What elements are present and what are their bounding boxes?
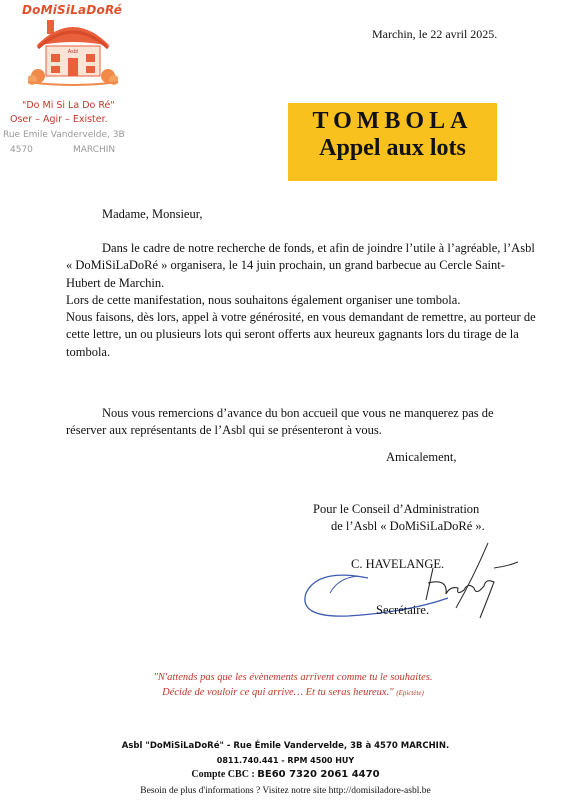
- banner-subtitle: Appel aux lots: [319, 135, 466, 161]
- quote: [148, 670, 438, 701]
- signature-line-2: de l’Asbl « DoMiSiLaDoRé ».: [331, 519, 485, 533]
- banner-title: TOMBOLA: [312, 108, 473, 134]
- paragraph-line: Dans le cadre de notre recherche de fonds, et afin de joindre l’utile à l’agréable, l’Asbl « DoMiSiLaDoRé » organisera, le 14 juin prochain, un grand barbecue au Cercle Saint-Hubert de Marchin.: [66, 241, 535, 290]
- logo-house-label: Asbl: [67, 49, 79, 55]
- org-street: Rue Emile Vandervelde, 3B: [3, 130, 125, 140]
- quote-author: (Epictète): [396, 689, 424, 697]
- footer-info: Besoin de plus d'informations ? Visitez notre site http://domisiladore-asbl.be: [140, 786, 431, 796]
- body-paragraph-1: [66, 240, 536, 361]
- salutation: Madame, Monsieur,: [102, 207, 203, 221]
- quote-text: "N'attends pas que les évènements arrivent comme tu le souhaites. Décide de vouloir ce qui arrive… Et tu seras heureux.": [153, 672, 433, 698]
- signatory-role: Secrétaire.: [376, 603, 430, 617]
- org-motto: Oser – Agir – Exister.: [10, 114, 108, 125]
- signature-line-1: Pour le Conseil d’Administration: [313, 502, 480, 516]
- tombola-banner: [288, 103, 497, 181]
- org-city: MARCHIN: [73, 145, 116, 155]
- footer-address: Asbl "DoMiSiLaDoRé" - Rue Émile Vandervelde, 3B à 4570 MARCHIN.: [121, 741, 450, 751]
- paragraph-line: Nous faisons, dès lors, appel à votre générosité, en vous demandant de remettre, au porteur de cette lettre, un ou plusieurs lots qui seront offerts aux heureux gagnants lors du tirage de la tombola.: [66, 310, 536, 359]
- org-postal: 4570: [10, 145, 33, 155]
- paragraph-line: Lors de cette manifestation, nous souhaitons également organiser une tombola.: [66, 292, 461, 307]
- closing: Amicalement,: [386, 450, 457, 464]
- date-line: Marchin, le 22 avril 2025.: [372, 27, 498, 41]
- body-paragraph-2: Nous vous remercions d’avance du bon accueil que vous ne manquerez pas de réserver aux représentants de l’Asbl qui se présenteront à vous.: [66, 406, 494, 438]
- footer-bank: [0, 769, 571, 780]
- org-name: "Do Mi Si La Do Ré": [22, 100, 115, 111]
- signatory-name: C. HAVELANGE.: [351, 557, 445, 571]
- bank-number: BE60 7320 2061 4470: [257, 769, 380, 780]
- footer-phone: 0811.740.441 - RPM 4500 HUY: [216, 756, 355, 765]
- bank-label: Compte CBC :: [191, 769, 255, 780]
- house-logo-icon: [28, 16, 118, 88]
- logo-title: DoMiSiLaDoRé: [22, 3, 123, 17]
